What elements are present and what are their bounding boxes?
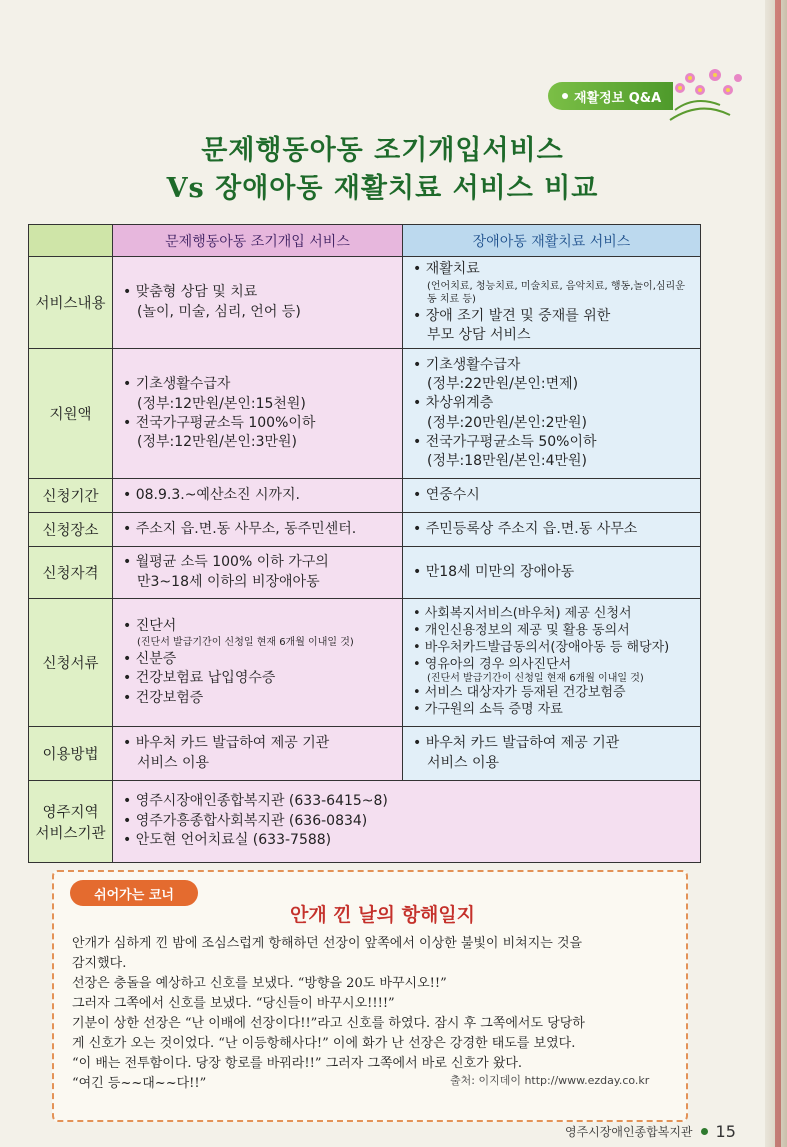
story-line: “여긴 등~~대~~다!!”	[72, 1076, 207, 1091]
row-label: 신청기간	[29, 479, 113, 513]
cell-line: 부모 상담 서비스	[427, 327, 531, 344]
page-title-line1: 문제행동아동 조기개입서비스	[201, 135, 564, 166]
story-line: 안개가 심하게 낀 밤에 조심스럽게 항해하던 선장이 앞쪽에서 이상한 불빛이 비쳐지는 것을	[72, 936, 583, 951]
cell-line: (정부:20만원/본인:2만원)	[427, 414, 587, 431]
row-label	[29, 781, 113, 863]
story-line: “이 배는 전투함이다. 당장 항로를 바꿔라!!” 그러자 그쪽에서 바로 신호가 왔다.	[72, 1056, 523, 1071]
cell-line: • 연중수시	[413, 486, 480, 503]
row-label: 지원액	[29, 349, 113, 479]
cell-col-a	[113, 599, 403, 727]
row-label: 서비스내용	[29, 257, 113, 349]
table-row	[29, 479, 701, 513]
header-col-a: 문제행동아동 조기개입 서비스	[113, 225, 403, 257]
source-credit: 출처: 이지데이 http://www.ezday.co.kr	[450, 1074, 650, 1087]
table-row	[29, 599, 701, 727]
cell-col-b	[403, 479, 701, 513]
rest-corner-title: 안개 낀 날의 항해일지	[289, 904, 476, 926]
rest-corner-tag: 쉬어가는 코너	[70, 880, 198, 906]
cell-merged	[113, 781, 701, 863]
cell-line: • 서비스 대상자가 등재된 건강보험증	[413, 685, 626, 701]
page-edge	[765, 0, 787, 1147]
cell-line: (정부:12만원/본인:3만원)	[137, 434, 297, 451]
cell-line: • 바우처카드발급동의서(장애아동 등 해당자)	[413, 639, 670, 655]
cell-col-b	[403, 257, 701, 349]
flower-decoration-icon	[660, 60, 750, 130]
story-line: 선장은 충돌을 예상하고 신호를 보냈다. “방향을 20도 바꾸시오!!”	[72, 976, 447, 991]
cell-col-b	[403, 547, 701, 599]
spine	[775, 0, 781, 1147]
cell-line: • 기초생활수급자	[123, 376, 231, 393]
table-row	[29, 257, 701, 349]
cell-line: (정부:12만원/본인:15천원)	[137, 395, 306, 412]
cell-line: • 주소지 읍.면.동 사무소, 동주민센터.	[123, 520, 357, 537]
cell-col-b	[403, 349, 701, 479]
cell-line: • 장애 조기 발견 및 중재를 위한	[413, 307, 611, 324]
cell-line: • 맞춤형 상담 및 치료	[123, 284, 258, 301]
row-label-line: 영주지역	[42, 804, 99, 821]
story-text	[72, 934, 674, 1094]
comparison-table	[28, 224, 701, 863]
story-line: 게 신호가 오는 것이었다. “난 이등항해사다!” 이에 화가 난 선장은 강경한 태도를 보였다.	[72, 1036, 576, 1051]
cell-col-b	[403, 727, 701, 781]
table-header-row	[29, 225, 701, 257]
story-line: 그러자 그쪽에서 신호를 보냈다. “당신들이 바꾸시오!!!!”	[72, 996, 395, 1011]
story-line: 기분이 상한 선장은 “난 이배에 선장이다!!”라고 신호를 하였다. 잠시 후 그쪽에서도 당당하	[72, 1016, 585, 1031]
row-label-line: 서비스기관	[35, 825, 106, 842]
cell-line: • 바우처 카드 발급하여 제공 기관	[413, 735, 620, 752]
page-footer	[565, 1122, 736, 1141]
cell-line: • 월평균 소득 100% 이하 가구의	[123, 554, 329, 571]
footer-org: 영주시장애인종합복지관	[565, 1125, 693, 1139]
cell-col-b	[403, 599, 701, 727]
cell-line: • 차상위계층	[413, 395, 494, 412]
cell-line: • 건강보험료 납입영수증	[123, 670, 276, 687]
cell-line: • 개인신용정보의 제공 및 활용 동의서	[413, 622, 630, 638]
cell-line: (언어치료, 청능치료, 미술치료, 음악치료, 행동,놀이,심리운동 치료 등)	[427, 280, 685, 306]
cell-col-a	[113, 479, 403, 513]
row-label: 신청서류	[29, 599, 113, 727]
page-title-line2: Vs 장애아동 재활치료 서비스 비교	[166, 173, 599, 204]
cell-line: • 재활치료	[413, 261, 480, 277]
cell-line: (정부:22만원/본인:면제)	[427, 376, 579, 393]
footer-dot-icon	[701, 1128, 708, 1135]
cell-line: • 영유아의 경우 의사진단서	[413, 656, 572, 672]
cell-line: • 안도현 언어치료실 (633-7588)	[123, 832, 332, 849]
story-line: 감지했다.	[72, 956, 127, 971]
header-col-b: 장애아동 재활치료 서비스	[403, 225, 701, 257]
section-badge	[548, 82, 673, 110]
cell-line: • 주민등록상 주소지 읍.면.동 사무소	[413, 520, 638, 537]
row-label: 신청장소	[29, 513, 113, 547]
table-row	[29, 547, 701, 599]
cell-line: • 진단서	[123, 617, 177, 634]
cell-line: • 건강보험증	[123, 689, 204, 706]
cell-line: • 전국가구평균소득 100%이하	[123, 414, 316, 431]
cell-col-a	[113, 257, 403, 349]
cell-line: 서비스 이용	[137, 754, 210, 771]
cell-col-a	[113, 513, 403, 547]
badge-label: 재활정보 Q&A	[574, 90, 662, 106]
row-label: 신청자격	[29, 547, 113, 599]
header-empty-cell	[29, 225, 113, 257]
cell-line: 서비스 이용	[427, 754, 500, 771]
cell-line: • 영주가흥종합사회복지관 (636-0834)	[123, 812, 368, 829]
cell-line: • 가구원의 소득 증명 자료	[413, 702, 563, 718]
cell-line: • 08.9.3.~예산소진 시까지.	[123, 486, 300, 503]
cell-line: • 영주시장애인종합복지관 (633-6415~8)	[123, 793, 388, 810]
table-row	[29, 349, 701, 479]
page-number: 15	[715, 1122, 736, 1141]
cell-line: (놀이, 미술, 심리, 언어 등)	[137, 303, 301, 320]
cell-line: • 신분증	[123, 650, 177, 667]
cell-line: (정부:18만원/본인:4만원)	[427, 453, 587, 470]
row-label: 이용방법	[29, 727, 113, 781]
cell-col-a	[113, 727, 403, 781]
table-row	[29, 781, 701, 863]
cell-line: • 전국가구평균소득 50%이하	[413, 433, 597, 450]
cell-col-b	[403, 513, 701, 547]
cell-line: (진단서 발급기간이 신청일 현재 6개월 이내일 것)	[427, 673, 644, 685]
cell-col-a	[113, 349, 403, 479]
cell-line: • 만18세 미만의 장애아동	[413, 563, 575, 580]
cell-line: • 기초생활수급자	[413, 356, 521, 373]
cell-line: 만3~18세 이하의 비장애아동	[137, 573, 320, 590]
cell-line: (진단서 발급기간이 신청일 현재 6개월 이내일 것)	[137, 637, 354, 649]
badge-dot	[562, 93, 568, 99]
table-row	[29, 513, 701, 547]
cell-line: • 사회복지서비스(바우처) 제공 신청서	[413, 605, 632, 621]
cell-line: • 바우처 카드 발급하여 제공 기관	[123, 735, 330, 752]
table-row	[29, 727, 701, 781]
cell-col-a	[113, 547, 403, 599]
